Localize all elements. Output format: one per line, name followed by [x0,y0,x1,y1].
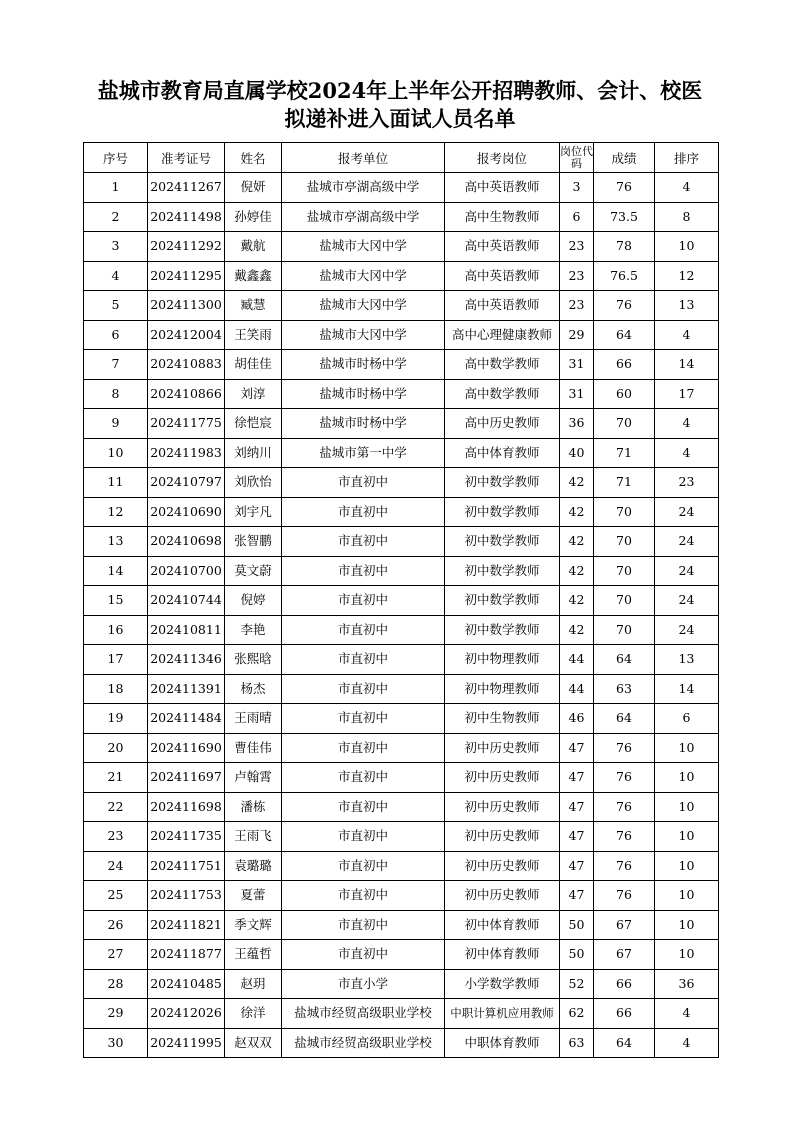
position-code-cell: 6 [560,202,594,232]
exam-no-cell: 202410485 [148,969,225,999]
rank-cell: 4 [655,999,719,1029]
name-cell: 杨杰 [225,674,282,704]
table-row [84,556,719,586]
rank-cell: 4 [655,320,719,350]
table-row [84,438,719,468]
table-header-row [84,143,719,173]
position-cell: 初中数学教师 [445,556,560,586]
unit-cell: 市直初中 [282,527,445,557]
rank-cell: 4 [655,409,719,439]
table-row [84,232,719,262]
name-cell: 刘欣怡 [225,468,282,498]
unit-cell: 市直初中 [282,497,445,527]
position-code-cell: 62 [560,999,594,1029]
position-code-cell: 47 [560,822,594,852]
position-code-cell: 44 [560,645,594,675]
table-row [84,202,719,232]
table-row [84,291,719,321]
position-code-cell: 47 [560,733,594,763]
rank-cell: 13 [655,645,719,675]
document-title-line2: 拟递补进入面试人员名单 [284,106,516,131]
position-code-cell: 44 [560,674,594,704]
position-code-cell: 29 [560,320,594,350]
table-row [84,881,719,911]
rank-cell: 10 [655,232,719,262]
table-row [84,320,719,350]
unit-cell: 盐城市经贸高级职业学校 [282,999,445,1029]
name-cell: 王雨飞 [225,822,282,852]
position-cell: 中职体育教师 [445,1028,560,1058]
score-cell: 73.5 [594,202,655,232]
seq-cell: 8 [84,379,148,409]
position-code-cell: 31 [560,379,594,409]
unit-cell: 市直初中 [282,704,445,734]
exam-no-cell: 202410797 [148,468,225,498]
position-cell: 初中历史教师 [445,763,560,793]
score-cell: 76 [594,822,655,852]
score-cell: 71 [594,438,655,468]
position-code-cell: 63 [560,1028,594,1058]
score-cell: 64 [594,320,655,350]
score-cell: 67 [594,940,655,970]
seq-cell: 29 [84,999,148,1029]
exam-no-cell: 202411995 [148,1028,225,1058]
table-row [84,704,719,734]
exam-no-cell: 202411292 [148,232,225,262]
header-rank: 排序 [655,143,719,173]
position-code-cell: 46 [560,704,594,734]
unit-cell: 市直小学 [282,969,445,999]
table-row [84,910,719,940]
unit-cell: 市直初中 [282,792,445,822]
score-cell: 64 [594,645,655,675]
unit-cell: 盐城市大冈中学 [282,291,445,321]
position-code-cell: 47 [560,881,594,911]
table-row [84,261,719,291]
position-code-cell: 23 [560,291,594,321]
name-cell: 倪婷 [225,586,282,616]
exam-no-cell: 202411775 [148,409,225,439]
exam-no-cell: 202411735 [148,822,225,852]
position-cell: 高中英语教师 [445,261,560,291]
unit-cell: 盐城市经贸高级职业学校 [282,1028,445,1058]
unit-cell: 盐城市亭湖高级中学 [282,202,445,232]
position-code-cell: 23 [560,232,594,262]
seq-cell: 4 [84,261,148,291]
rank-cell: 10 [655,792,719,822]
table-row [84,940,719,970]
position-code-cell: 52 [560,969,594,999]
seq-cell: 24 [84,851,148,881]
rank-cell: 14 [655,674,719,704]
unit-cell: 盐城市亭湖高级中学 [282,173,445,203]
exam-no-cell: 202411391 [148,674,225,704]
exam-no-cell: 202410698 [148,527,225,557]
position-cell: 高中心理健康教师 [445,320,560,350]
unit-cell: 市直初中 [282,940,445,970]
position-code-cell: 42 [560,497,594,527]
score-cell: 76 [594,792,655,822]
name-cell: 戴鑫鑫 [225,261,282,291]
name-cell: 孙婷佳 [225,202,282,232]
name-cell: 夏蕾 [225,881,282,911]
seq-cell: 11 [84,468,148,498]
rank-cell: 12 [655,261,719,291]
exam-no-cell: 202411267 [148,173,225,203]
exam-no-cell: 202411697 [148,763,225,793]
header-exam-no: 准考证号 [148,143,225,173]
name-cell: 王雨晴 [225,704,282,734]
unit-cell: 盐城市第一中学 [282,438,445,468]
name-cell: 袁璐璐 [225,851,282,881]
seq-cell: 9 [84,409,148,439]
position-code-cell: 42 [560,556,594,586]
position-cell: 初中物理教师 [445,645,560,675]
unit-cell: 市直初中 [282,851,445,881]
rank-cell: 10 [655,763,719,793]
seq-cell: 20 [84,733,148,763]
name-cell: 王蕴哲 [225,940,282,970]
table-row [84,1028,719,1058]
name-cell: 刘宇凡 [225,497,282,527]
position-code-cell: 47 [560,851,594,881]
seq-cell: 28 [84,969,148,999]
position-code-cell: 42 [560,527,594,557]
table-row [84,379,719,409]
seq-cell: 14 [84,556,148,586]
exam-no-cell: 202412004 [148,320,225,350]
position-cell: 高中数学教师 [445,350,560,380]
exam-no-cell: 202412026 [148,999,225,1029]
seq-cell: 26 [84,910,148,940]
position-cell: 初中数学教师 [445,527,560,557]
seq-cell: 15 [84,586,148,616]
score-cell: 64 [594,1028,655,1058]
name-cell: 刘纳川 [225,438,282,468]
score-cell: 60 [594,379,655,409]
unit-cell: 市直初中 [282,910,445,940]
score-cell: 67 [594,910,655,940]
position-cell: 初中数学教师 [445,497,560,527]
unit-cell: 市直初中 [282,615,445,645]
exam-no-cell: 202410883 [148,350,225,380]
exam-no-cell: 202410744 [148,586,225,616]
seq-cell: 10 [84,438,148,468]
score-cell: 76 [594,851,655,881]
name-cell: 张智鹏 [225,527,282,557]
exam-no-cell: 202411698 [148,792,225,822]
name-cell: 倪妍 [225,173,282,203]
seq-cell: 7 [84,350,148,380]
table-row [84,822,719,852]
name-cell: 王笑雨 [225,320,282,350]
seq-cell: 2 [84,202,148,232]
score-cell: 70 [594,615,655,645]
seq-cell: 17 [84,645,148,675]
candidate-table [83,142,719,1058]
position-code-cell: 3 [560,173,594,203]
score-cell: 66 [594,350,655,380]
rank-cell: 36 [655,969,719,999]
table-row [84,350,719,380]
seq-cell: 22 [84,792,148,822]
rank-cell: 10 [655,822,719,852]
rank-cell: 14 [655,350,719,380]
position-cell: 初中数学教师 [445,615,560,645]
table-row [84,733,719,763]
rank-cell: 10 [655,851,719,881]
table-row [84,615,719,645]
rank-cell: 10 [655,910,719,940]
position-cell: 高中数学教师 [445,379,560,409]
table-row [84,851,719,881]
unit-cell: 市直初中 [282,733,445,763]
unit-cell: 市直初中 [282,881,445,911]
exam-no-cell: 202411753 [148,881,225,911]
score-cell: 76.5 [594,261,655,291]
seq-cell: 5 [84,291,148,321]
position-cell: 高中历史教师 [445,409,560,439]
position-cell: 初中体育教师 [445,940,560,970]
position-cell: 中职计算机应用教师 [445,999,560,1029]
table-row [84,999,719,1029]
rank-cell: 10 [655,881,719,911]
header-unit: 报考单位 [282,143,445,173]
header-score: 成绩 [594,143,655,173]
seq-cell: 30 [84,1028,148,1058]
position-cell: 初中历史教师 [445,822,560,852]
table-row [84,792,719,822]
score-cell: 66 [594,969,655,999]
header-position-code: 岗位代码 [560,143,594,173]
header-name: 姓名 [225,143,282,173]
unit-cell: 市直初中 [282,645,445,675]
table-row [84,497,719,527]
seq-cell: 27 [84,940,148,970]
seq-cell: 12 [84,497,148,527]
name-cell: 臧慧 [225,291,282,321]
exam-no-cell: 202411300 [148,291,225,321]
unit-cell: 盐城市大冈中学 [282,320,445,350]
score-cell: 76 [594,173,655,203]
rank-cell: 4 [655,173,719,203]
name-cell: 胡佳佳 [225,350,282,380]
position-code-cell: 42 [560,615,594,645]
score-cell: 64 [594,704,655,734]
seq-cell: 21 [84,763,148,793]
unit-cell: 盐城市时杨中学 [282,350,445,380]
seq-cell: 18 [84,674,148,704]
table-row [84,674,719,704]
unit-cell: 市直初中 [282,468,445,498]
position-code-cell: 31 [560,350,594,380]
position-code-cell: 36 [560,409,594,439]
score-cell: 63 [594,674,655,704]
rank-cell: 4 [655,438,719,468]
position-code-cell: 50 [560,940,594,970]
header-seq: 序号 [84,143,148,173]
score-cell: 70 [594,556,655,586]
name-cell: 赵双双 [225,1028,282,1058]
exam-no-cell: 202411484 [148,704,225,734]
name-cell: 徐恺宸 [225,409,282,439]
seq-cell: 23 [84,822,148,852]
position-cell: 初中历史教师 [445,792,560,822]
rank-cell: 24 [655,586,719,616]
name-cell: 季文辉 [225,910,282,940]
rank-cell: 13 [655,291,719,321]
unit-cell: 盐城市大冈中学 [282,261,445,291]
score-cell: 76 [594,881,655,911]
name-cell: 曹佳伟 [225,733,282,763]
rank-cell: 8 [655,202,719,232]
exam-no-cell: 202411498 [148,202,225,232]
position-code-cell: 50 [560,910,594,940]
seq-cell: 25 [84,881,148,911]
position-cell: 初中体育教师 [445,910,560,940]
unit-cell: 市直初中 [282,556,445,586]
table-row [84,586,719,616]
position-cell: 高中体育教师 [445,438,560,468]
position-cell: 初中数学教师 [445,468,560,498]
seq-cell: 3 [84,232,148,262]
exam-no-cell: 202410811 [148,615,225,645]
name-cell: 李艳 [225,615,282,645]
position-code-cell: 47 [560,792,594,822]
position-cell: 高中英语教师 [445,291,560,321]
rank-cell: 23 [655,468,719,498]
table-row [84,409,719,439]
score-cell: 76 [594,763,655,793]
unit-cell: 市直初中 [282,822,445,852]
position-cell: 初中历史教师 [445,733,560,763]
score-cell: 70 [594,586,655,616]
unit-cell: 市直初中 [282,674,445,704]
position-cell: 高中英语教师 [445,232,560,262]
exam-no-cell: 202411690 [148,733,225,763]
rank-cell: 10 [655,733,719,763]
position-cell: 小学数学教师 [445,969,560,999]
position-code-cell: 23 [560,261,594,291]
exam-no-cell: 202411346 [148,645,225,675]
position-cell: 初中数学教师 [445,586,560,616]
unit-cell: 盐城市时杨中学 [282,379,445,409]
score-cell: 70 [594,409,655,439]
name-cell: 徐洋 [225,999,282,1029]
seq-cell: 16 [84,615,148,645]
score-cell: 76 [594,733,655,763]
position-cell: 初中物理教师 [445,674,560,704]
position-cell: 初中生物教师 [445,704,560,734]
rank-cell: 4 [655,1028,719,1058]
name-cell: 卢翰霄 [225,763,282,793]
rank-cell: 24 [655,615,719,645]
rank-cell: 24 [655,497,719,527]
exam-no-cell: 202410690 [148,497,225,527]
name-cell: 莫文蔚 [225,556,282,586]
table-row [84,527,719,557]
position-cell: 初中历史教师 [445,881,560,911]
position-cell: 高中英语教师 [445,173,560,203]
exam-no-cell: 202411751 [148,851,225,881]
score-cell: 66 [594,999,655,1029]
position-code-cell: 47 [560,763,594,793]
exam-no-cell: 202410866 [148,379,225,409]
name-cell: 张熙晗 [225,645,282,675]
unit-cell: 市直初中 [282,763,445,793]
position-code-cell: 40 [560,438,594,468]
seq-cell: 1 [84,173,148,203]
position-cell: 高中生物教师 [445,202,560,232]
exam-no-cell: 202411821 [148,910,225,940]
score-cell: 70 [594,527,655,557]
position-code-cell: 42 [560,468,594,498]
seq-cell: 6 [84,320,148,350]
name-cell: 赵玥 [225,969,282,999]
position-code-cell: 42 [560,586,594,616]
name-cell: 刘淳 [225,379,282,409]
position-cell: 初中历史教师 [445,851,560,881]
unit-cell: 盐城市大冈中学 [282,232,445,262]
score-cell: 76 [594,291,655,321]
name-cell: 潘栋 [225,792,282,822]
unit-cell: 盐城市时杨中学 [282,409,445,439]
table-row [84,173,719,203]
rank-cell: 10 [655,940,719,970]
exam-no-cell: 202411295 [148,261,225,291]
exam-no-cell: 202411877 [148,940,225,970]
rank-cell: 24 [655,556,719,586]
score-cell: 70 [594,497,655,527]
header-position: 报考岗位 [445,143,560,173]
document-title-line1: 盐城市教育局直属学校2024年上半年公开招聘教师、会计、校医 [97,78,703,103]
name-cell: 戴航 [225,232,282,262]
rank-cell: 24 [655,527,719,557]
table-row [84,763,719,793]
seq-cell: 19 [84,704,148,734]
exam-no-cell: 202411983 [148,438,225,468]
table-body [84,173,719,1058]
table-row [84,468,719,498]
score-cell: 78 [594,232,655,262]
unit-cell: 市直初中 [282,586,445,616]
seq-cell: 13 [84,527,148,557]
table-row [84,969,719,999]
score-cell: 71 [594,468,655,498]
table-row [84,645,719,675]
exam-no-cell: 202410700 [148,556,225,586]
rank-cell: 6 [655,704,719,734]
rank-cell: 17 [655,379,719,409]
